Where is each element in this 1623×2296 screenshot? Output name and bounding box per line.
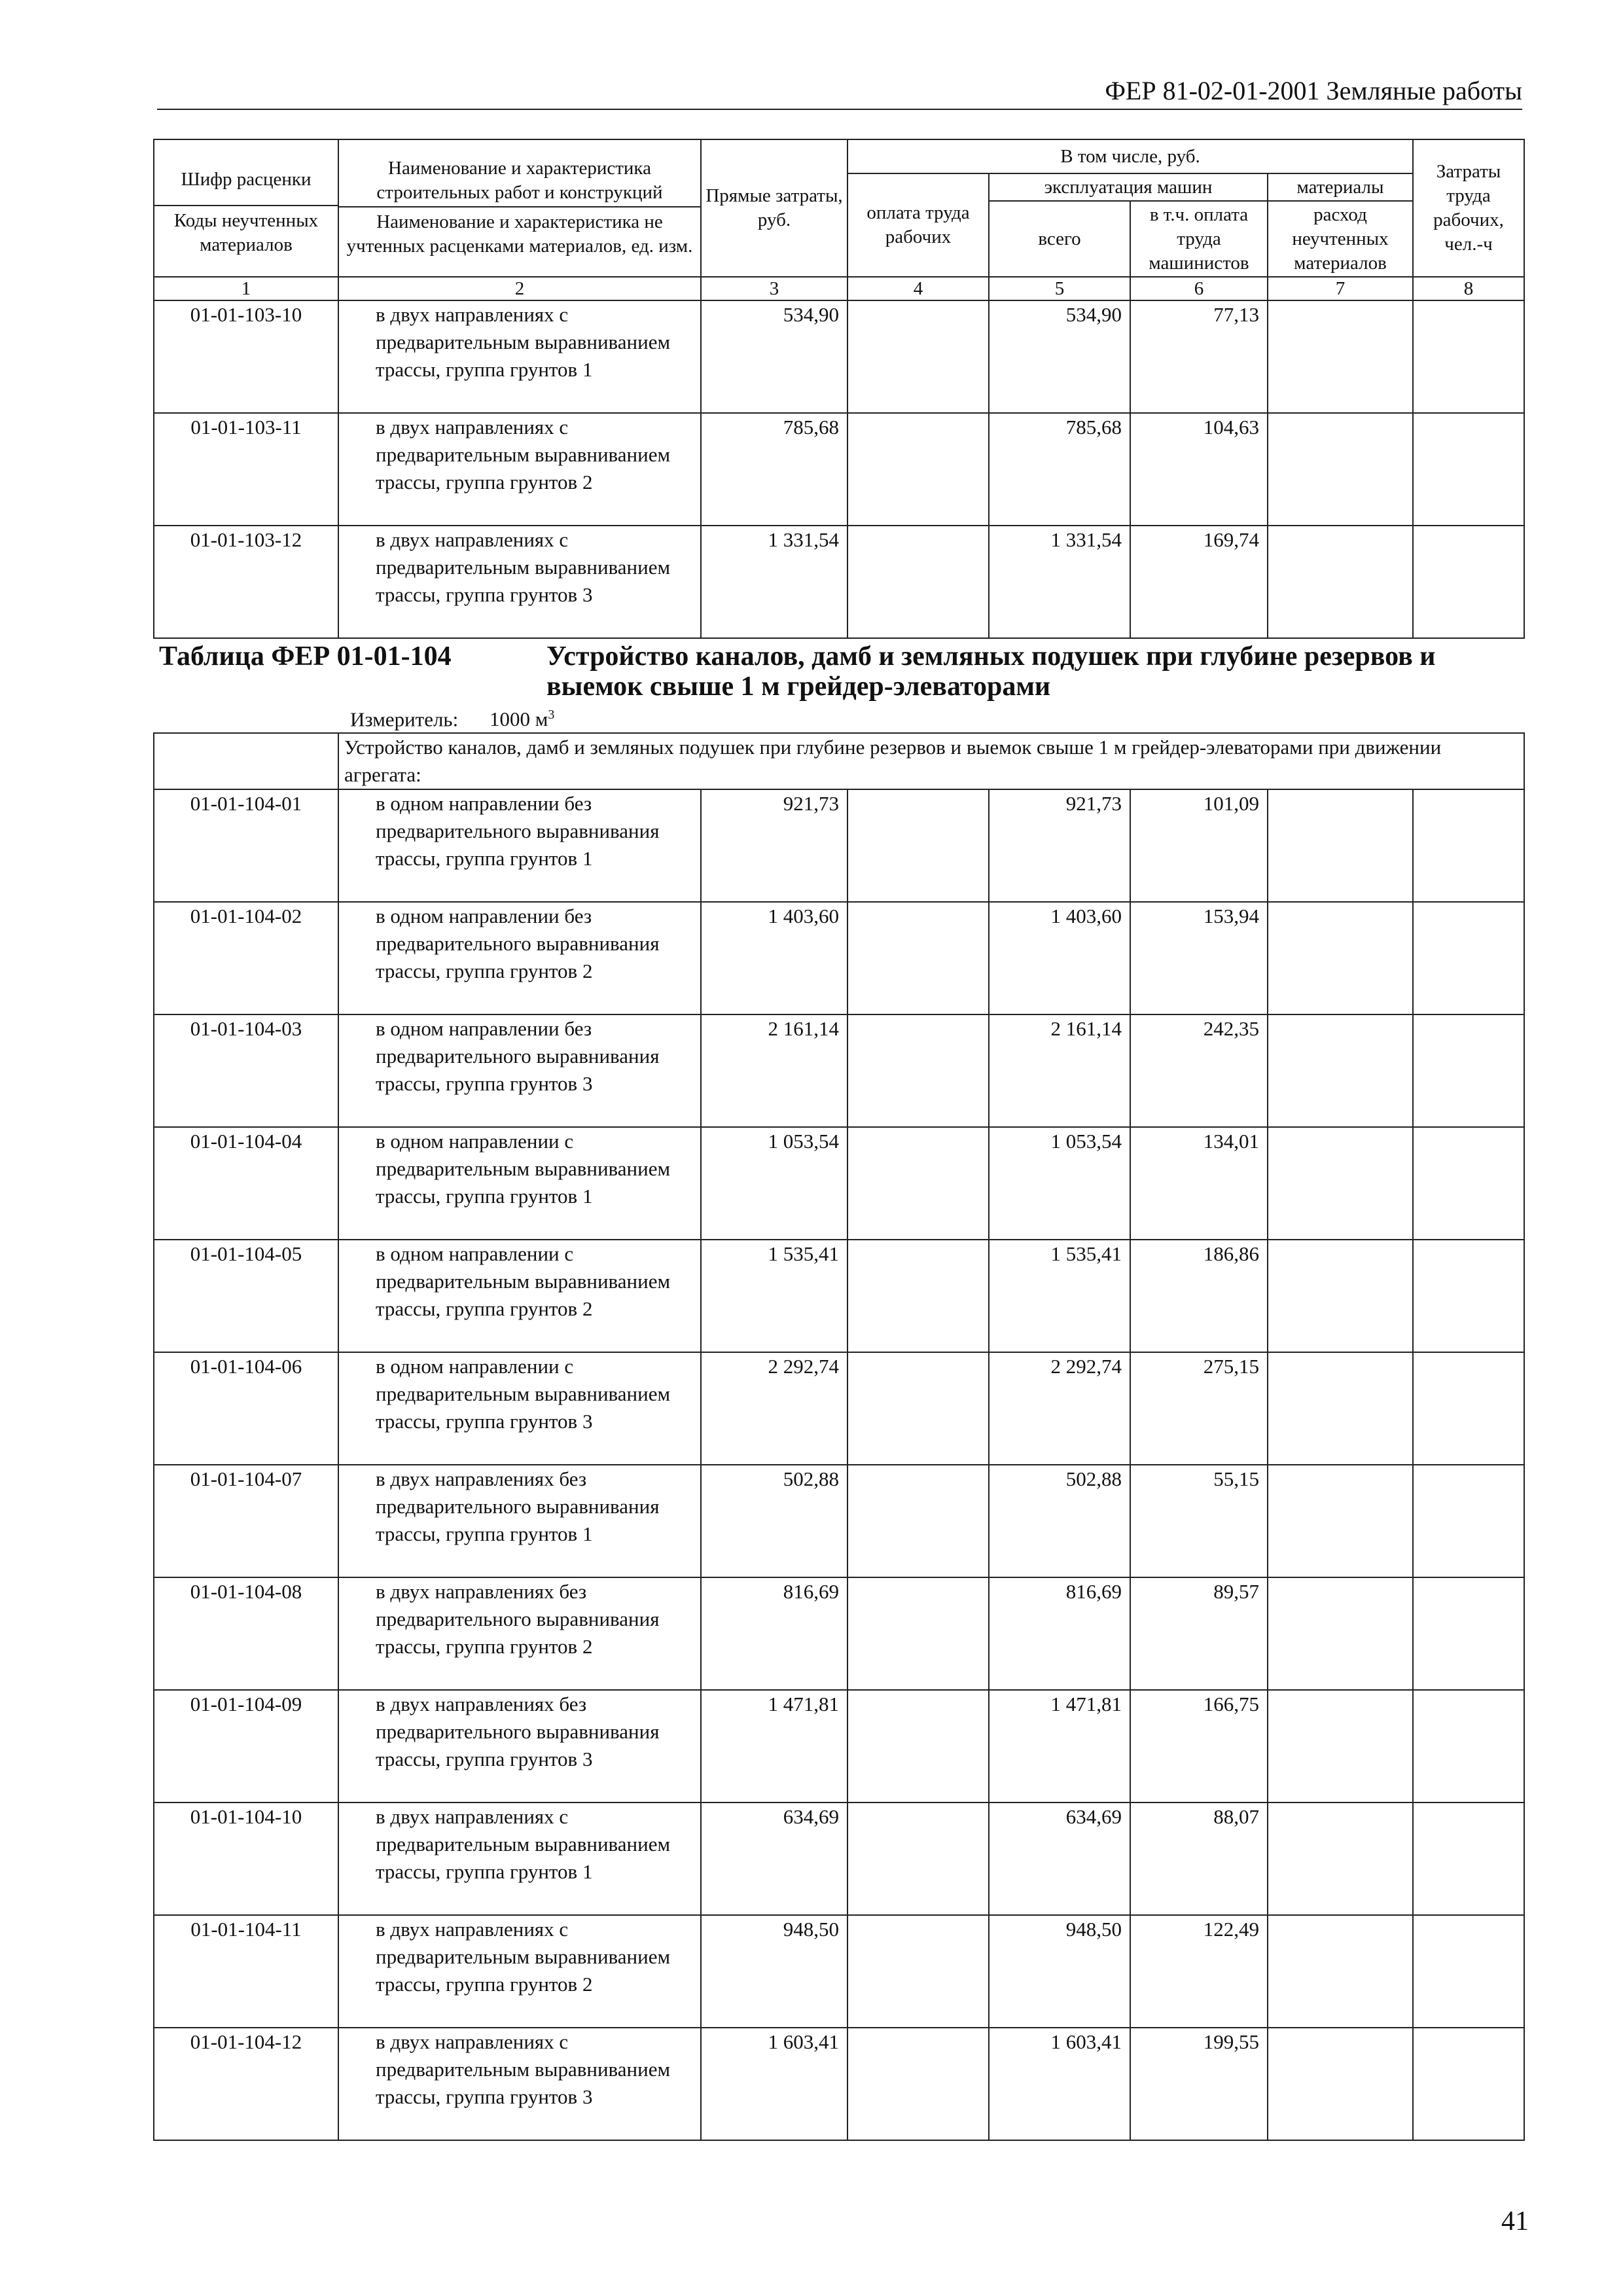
table-row [154,902,1524,1014]
rate-code: 01-01-104-06 [154,1352,338,1465]
machinists-labor: 153,94 [1130,902,1268,1014]
machines-total: 2 161,14 [989,1014,1130,1127]
table-id: Таблица ФЕР 01-01-104 [159,641,452,672]
work-description: в одном направлении с предварительным выравниванием трассы, группа грунтов 1 [338,1127,701,1240]
machinists-labor: 104,63 [1130,413,1268,526]
labor-pay [847,1240,989,1352]
rate-code: 01-01-103-10 [154,300,338,413]
labor-cost [1413,1127,1524,1240]
intro-empty-cell [154,733,338,789]
machinists-labor: 186,86 [1130,1240,1268,1352]
work-description: в двух направлениях с предварительным выравниванием трассы, группа грунтов 1 [338,300,701,413]
rate-code: 01-01-104-12 [154,2028,338,2140]
work-description: в двух направлениях с предварительным выравниванием трассы, группа грунтов 1 [338,1803,701,1915]
rate-code: 01-01-104-11 [154,1915,338,2028]
labor-pay [847,1014,989,1127]
table-row [154,1352,1524,1465]
table-caption [154,638,1524,733]
direct-costs: 948,50 [701,1915,847,2028]
column-number: 3 [701,277,847,300]
rate-code: 01-01-104-08 [154,1577,338,1690]
materials-consumption [1268,1465,1413,1577]
column-number: 6 [1130,277,1268,300]
direct-costs: 1 331,54 [701,526,847,638]
labor-pay [847,526,989,638]
direct-costs: 785,68 [701,413,847,526]
table-title: Устройство каналов, дамб и земляных подушек при глубине резервов и выемок свыше 1 м грейдер-элеваторами [546,641,1436,702]
table-row [154,789,1524,902]
materials-consumption [1268,1240,1413,1352]
labor-pay [847,1577,989,1690]
labor-cost [1413,413,1524,526]
rate-code: 01-01-104-09 [154,1690,338,1803]
machines-total: 1 471,81 [989,1690,1130,1803]
machinists-labor: 122,49 [1130,1915,1268,2028]
materials-consumption [1268,300,1413,413]
table-row [154,1240,1524,1352]
column-number: 4 [847,277,989,300]
work-description: в двух направлениях без предварительного выравнивания трассы, группа грунтов 2 [338,1577,701,1690]
machines-total: 1 535,41 [989,1240,1130,1352]
table-row [154,1014,1524,1127]
work-description: в одном направлении с предварительным выравниванием трассы, группа грунтов 2 [338,1240,701,1352]
labor-pay [847,1127,989,1240]
rate-code: 01-01-104-05 [154,1240,338,1352]
labor-cost [1413,1803,1524,1915]
page-header [157,73,1522,110]
machines-total: 1 331,54 [989,526,1130,638]
direct-costs: 1 403,60 [701,902,847,1014]
work-description: в двух направлениях с предварительным выравниванием трассы, группа грунтов 2 [338,1915,701,2028]
column-number: 8 [1413,277,1524,300]
meter-unit-power: 3 [548,708,555,722]
table-row [154,526,1524,638]
table-intro: Устройство каналов, дамб и земляных подушек при глубине резервов и выемок свыше 1 м грейдер-элеваторами при движении агрегата: [338,733,1524,789]
table-104-caption [154,638,1524,789]
table-row [154,1577,1524,1690]
work-description: в двух направлениях с предварительным выравниванием трассы, группа грунтов 2 [338,413,701,526]
table-row [154,1465,1524,1577]
labor-pay [847,413,989,526]
labor-cost [1413,789,1524,902]
materials-consumption [1268,1127,1413,1240]
work-description: в двух направлениях без предварительного выравнивания трассы, группа грунтов 3 [338,1690,701,1803]
machinists-labor: 242,35 [1130,1014,1268,1127]
labor-cost [1413,1240,1524,1352]
labor-pay [847,300,989,413]
header-row-1 [154,139,1524,173]
rate-code: 01-01-103-11 [154,413,338,526]
labor-cost [1413,300,1524,413]
work-description: в двух направлениях без предварительного выравнивания трассы, группа грунтов 1 [338,1465,701,1577]
machinists-labor: 88,07 [1130,1803,1268,1915]
direct-costs: 2 292,74 [701,1352,847,1465]
machinists-labor: 55,15 [1130,1465,1268,1577]
labor-cost [1413,2028,1524,2140]
direct-costs: 2 161,14 [701,1014,847,1127]
machinists-labor: 101,09 [1130,789,1268,902]
direct-costs: 502,88 [701,1465,847,1577]
column-numbers-row [154,277,1524,300]
rate-code: 01-01-104-01 [154,789,338,902]
rows-table-103 [154,300,1524,638]
machinists-labor: 166,75 [1130,1690,1268,1803]
materials-consumption [1268,413,1413,526]
machines-total: 534,90 [989,300,1130,413]
materials-consumption [1268,1352,1413,1465]
rows-table-104 [154,789,1524,2140]
table-row [154,1803,1524,1915]
materials-consumption [1268,526,1413,638]
materials-consumption [1268,1577,1413,1690]
machines-total: 1 053,54 [989,1127,1130,1240]
header-including: В том числе, руб. [847,139,1413,173]
direct-costs: 921,73 [701,789,847,902]
machines-total: 785,68 [989,413,1130,526]
machines-total: 502,88 [989,1465,1130,1577]
direct-costs: 534,90 [701,300,847,413]
labor-cost [1413,1352,1524,1465]
machinists-labor: 199,55 [1130,2028,1268,2140]
materials-consumption [1268,1014,1413,1127]
labor-cost [1413,1014,1524,1127]
direct-costs: 1 471,81 [701,1690,847,1803]
header-machines: эксплуатация машин [989,173,1268,201]
header-labor-cost: Затраты труда рабочих, чел.-ч [1413,139,1524,277]
table-row [154,1915,1524,2028]
direct-costs: 1 603,41 [701,2028,847,2140]
direct-costs: 1 053,54 [701,1127,847,1240]
column-number: 1 [154,277,338,300]
materials-consumption [1268,902,1413,1014]
table-row [154,300,1524,413]
table-row [154,1690,1524,1803]
materials-consumption [1268,1915,1413,2028]
machines-total: 2 292,74 [989,1352,1130,1465]
materials-consumption [1268,789,1413,902]
header-code: Шифр расценки Коды неучтенных материалов [154,139,338,277]
header-machines-labor: в т.ч. оплата труда машинистов [1130,201,1268,277]
labor-cost [1413,902,1524,1014]
direct-costs: 634,69 [701,1803,847,1915]
header-name: Наименование и характеристика строительных работ и конструкций Наименование и характеристика не учтенных расценками материалов, ед. изм. [338,139,701,277]
table-row [154,413,1524,526]
machines-total: 948,50 [989,1915,1130,2028]
labor-pay [847,2028,989,2140]
labor-pay [847,1352,989,1465]
labor-cost [1413,1915,1524,2028]
labor-pay [847,1465,989,1577]
labor-cost [1413,1577,1524,1690]
rate-code: 01-01-104-04 [154,1127,338,1240]
work-description: в двух направлениях с предварительным выравниванием трассы, группа грунтов 3 [338,2028,701,2140]
materials-consumption [1268,1690,1413,1803]
machines-total: 816,69 [989,1577,1130,1690]
labor-cost [1413,1465,1524,1577]
header-labor-pay: оплата труда рабочих [847,173,989,277]
work-description: в одном направлении без предварительного выравнивания трассы, группа грунтов 2 [338,902,701,1014]
rate-code: 01-01-104-07 [154,1465,338,1577]
rate-code: 01-01-104-02 [154,902,338,1014]
machinists-labor: 89,57 [1130,1577,1268,1690]
rate-code: 01-01-104-03 [154,1014,338,1127]
machinists-labor: 77,13 [1130,300,1268,413]
header-machines-total: всего [989,201,1130,277]
labor-pay [847,1803,989,1915]
running-title: ФЕР 81-02-01-2001 Земляные работы [1105,76,1522,105]
machines-total: 634,69 [989,1803,1130,1915]
machinists-labor: 169,74 [1130,526,1268,638]
labor-pay [847,902,989,1014]
work-description: в одном направлении без предварительного выравнивания трассы, группа грунтов 1 [338,789,701,902]
header-materials: материалы [1268,173,1413,201]
machines-total: 921,73 [989,789,1130,902]
labor-pay [847,1690,989,1803]
direct-costs: 816,69 [701,1577,847,1690]
column-number: 5 [989,277,1130,300]
materials-consumption [1268,2028,1413,2140]
work-description: в одном направлении с предварительным выравниванием трассы, группа грунтов 3 [338,1352,701,1465]
rate-code: 01-01-104-10 [154,1803,338,1915]
work-description: в двух направлениях с предварительным выравниванием трассы, группа грунтов 3 [338,526,701,638]
materials-consumption [1268,1803,1413,1915]
header-direct-costs: Прямые затраты, руб. [701,139,847,277]
table-meter [350,702,1524,732]
column-number: 2 [338,277,701,300]
labor-pay [847,789,989,902]
direct-costs: 1 535,41 [701,1240,847,1352]
page-number: 41 [1501,2206,1529,2236]
meter-label: Измеритель: [350,708,459,731]
table-row [154,1127,1524,1240]
header-materials-consumption: расход неучтенных материалов [1268,201,1413,277]
rate-code: 01-01-103-12 [154,526,338,638]
column-number: 7 [1268,277,1413,300]
machinists-labor: 134,01 [1130,1127,1268,1240]
work-description: в одном направлении без предварительного выравнивания трассы, группа грунтов 3 [338,1014,701,1127]
rates-table [153,139,1525,2141]
machines-total: 1 603,41 [989,2028,1130,2140]
machinists-labor: 275,15 [1130,1352,1268,1465]
labor-pay [847,1915,989,2028]
labor-cost [1413,1690,1524,1803]
machines-total: 1 403,60 [989,902,1130,1014]
meter-value: 1000 м [489,708,548,731]
table-row [154,2028,1524,2140]
labor-cost [1413,526,1524,638]
